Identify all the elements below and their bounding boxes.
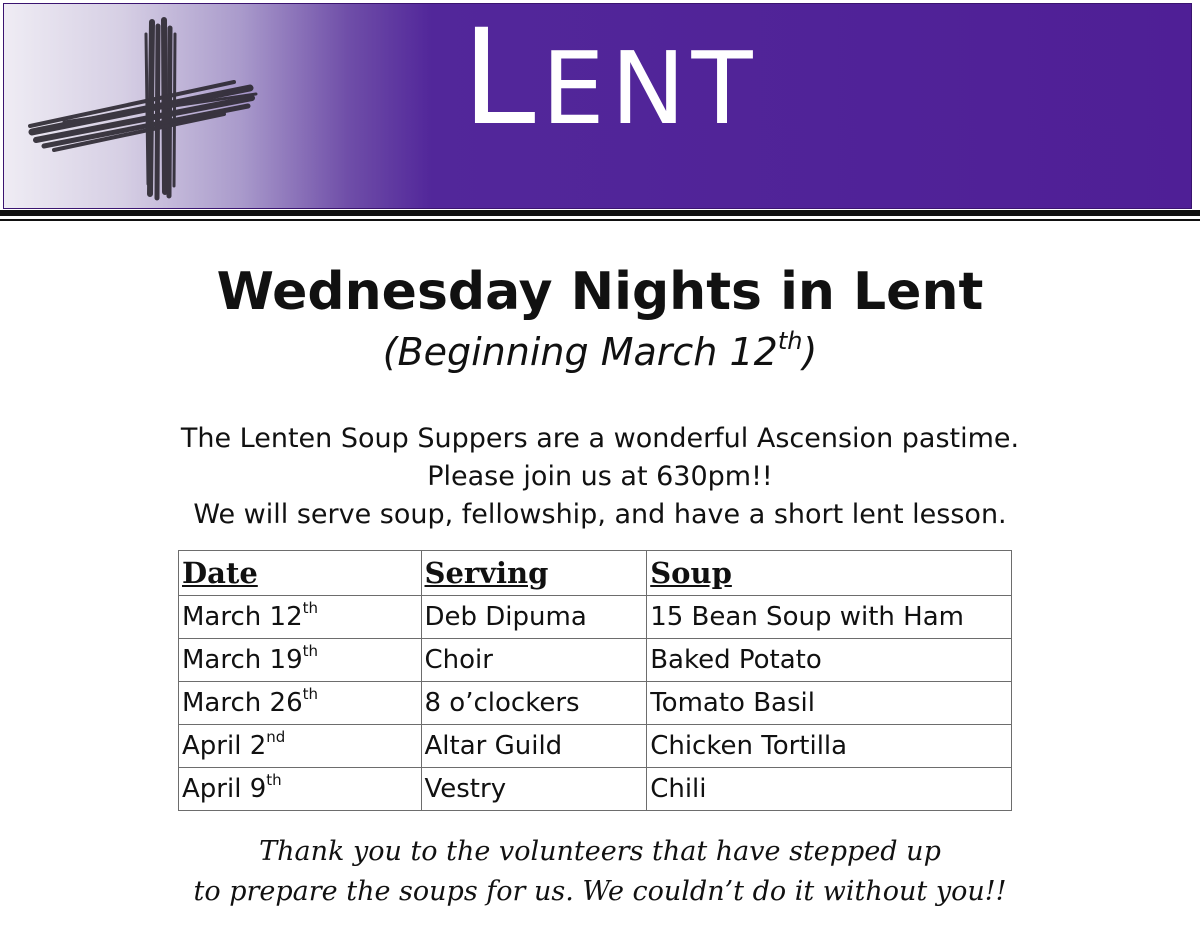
subheading-close: ) bbox=[802, 330, 818, 374]
cell-date bbox=[179, 725, 422, 768]
banner-title-initial: L bbox=[462, 3, 542, 155]
date-ordinal: th bbox=[266, 771, 282, 789]
cell-date bbox=[179, 639, 422, 682]
date-text: March 26 bbox=[182, 688, 303, 718]
intro-text bbox=[0, 420, 1200, 534]
table-row bbox=[179, 596, 1012, 639]
lent-banner bbox=[3, 3, 1192, 209]
date-ordinal: th bbox=[302, 685, 318, 703]
thanks-line: to prepare the soups for us. We couldn’t do it without you!! bbox=[193, 876, 1007, 907]
date-ordinal: nd bbox=[266, 728, 286, 746]
cell-serving: Choir bbox=[421, 639, 647, 682]
table-row bbox=[179, 682, 1012, 725]
page-heading: Wednesday Nights in Lent bbox=[216, 262, 984, 322]
date-text: April 9 bbox=[182, 774, 267, 804]
cell-date bbox=[179, 596, 422, 639]
date-text: April 2 bbox=[182, 731, 267, 761]
cell-serving: Vestry bbox=[421, 768, 647, 811]
cell-soup: Chicken Tortilla bbox=[647, 725, 1012, 768]
cell-soup: 15 Bean Soup with Ham bbox=[647, 596, 1012, 639]
date-text: March 19 bbox=[182, 645, 303, 675]
date-ordinal: th bbox=[302, 642, 318, 660]
cell-serving: Altar Guild bbox=[421, 725, 647, 768]
cell-date bbox=[179, 768, 422, 811]
date-text: March 12 bbox=[182, 602, 303, 632]
intro-line: Please join us at 630pm!! bbox=[427, 461, 773, 492]
divider-thick bbox=[0, 210, 1200, 216]
page-subheading bbox=[0, 327, 1200, 374]
table-row bbox=[179, 725, 1012, 768]
intro-line: The Lenten Soup Suppers are a wonderful Ascension pastime. bbox=[180, 423, 1020, 454]
header-serving: Serving bbox=[421, 551, 647, 596]
table-row bbox=[179, 768, 1012, 811]
subheading-ordinal: th bbox=[777, 327, 803, 355]
date-ordinal: th bbox=[302, 599, 318, 617]
thank-you-note bbox=[0, 832, 1200, 912]
header-soup: Soup bbox=[647, 551, 1012, 596]
cell-soup: Baked Potato bbox=[647, 639, 1012, 682]
table-row bbox=[179, 639, 1012, 682]
banner-title-rest: ENT bbox=[541, 30, 759, 147]
soup-schedule-table bbox=[178, 550, 1012, 811]
cell-soup: Chili bbox=[647, 768, 1012, 811]
divider-thin bbox=[0, 219, 1200, 221]
header-date: Date bbox=[179, 551, 422, 596]
cell-serving: 8 o’clockers bbox=[421, 682, 647, 725]
cell-serving: Deb Dipuma bbox=[421, 596, 647, 639]
thanks-line: Thank you to the volunteers that have stepped up bbox=[259, 836, 941, 867]
cell-date bbox=[179, 682, 422, 725]
table-header-row bbox=[179, 551, 1012, 596]
banner-title bbox=[462, 3, 759, 155]
cell-soup: Tomato Basil bbox=[647, 682, 1012, 725]
intro-line: We will serve soup, fellowship, and have a short lent lesson. bbox=[193, 499, 1007, 530]
ash-cross-icon bbox=[24, 14, 264, 204]
subheading-text: (Beginning March 12 bbox=[382, 330, 778, 374]
